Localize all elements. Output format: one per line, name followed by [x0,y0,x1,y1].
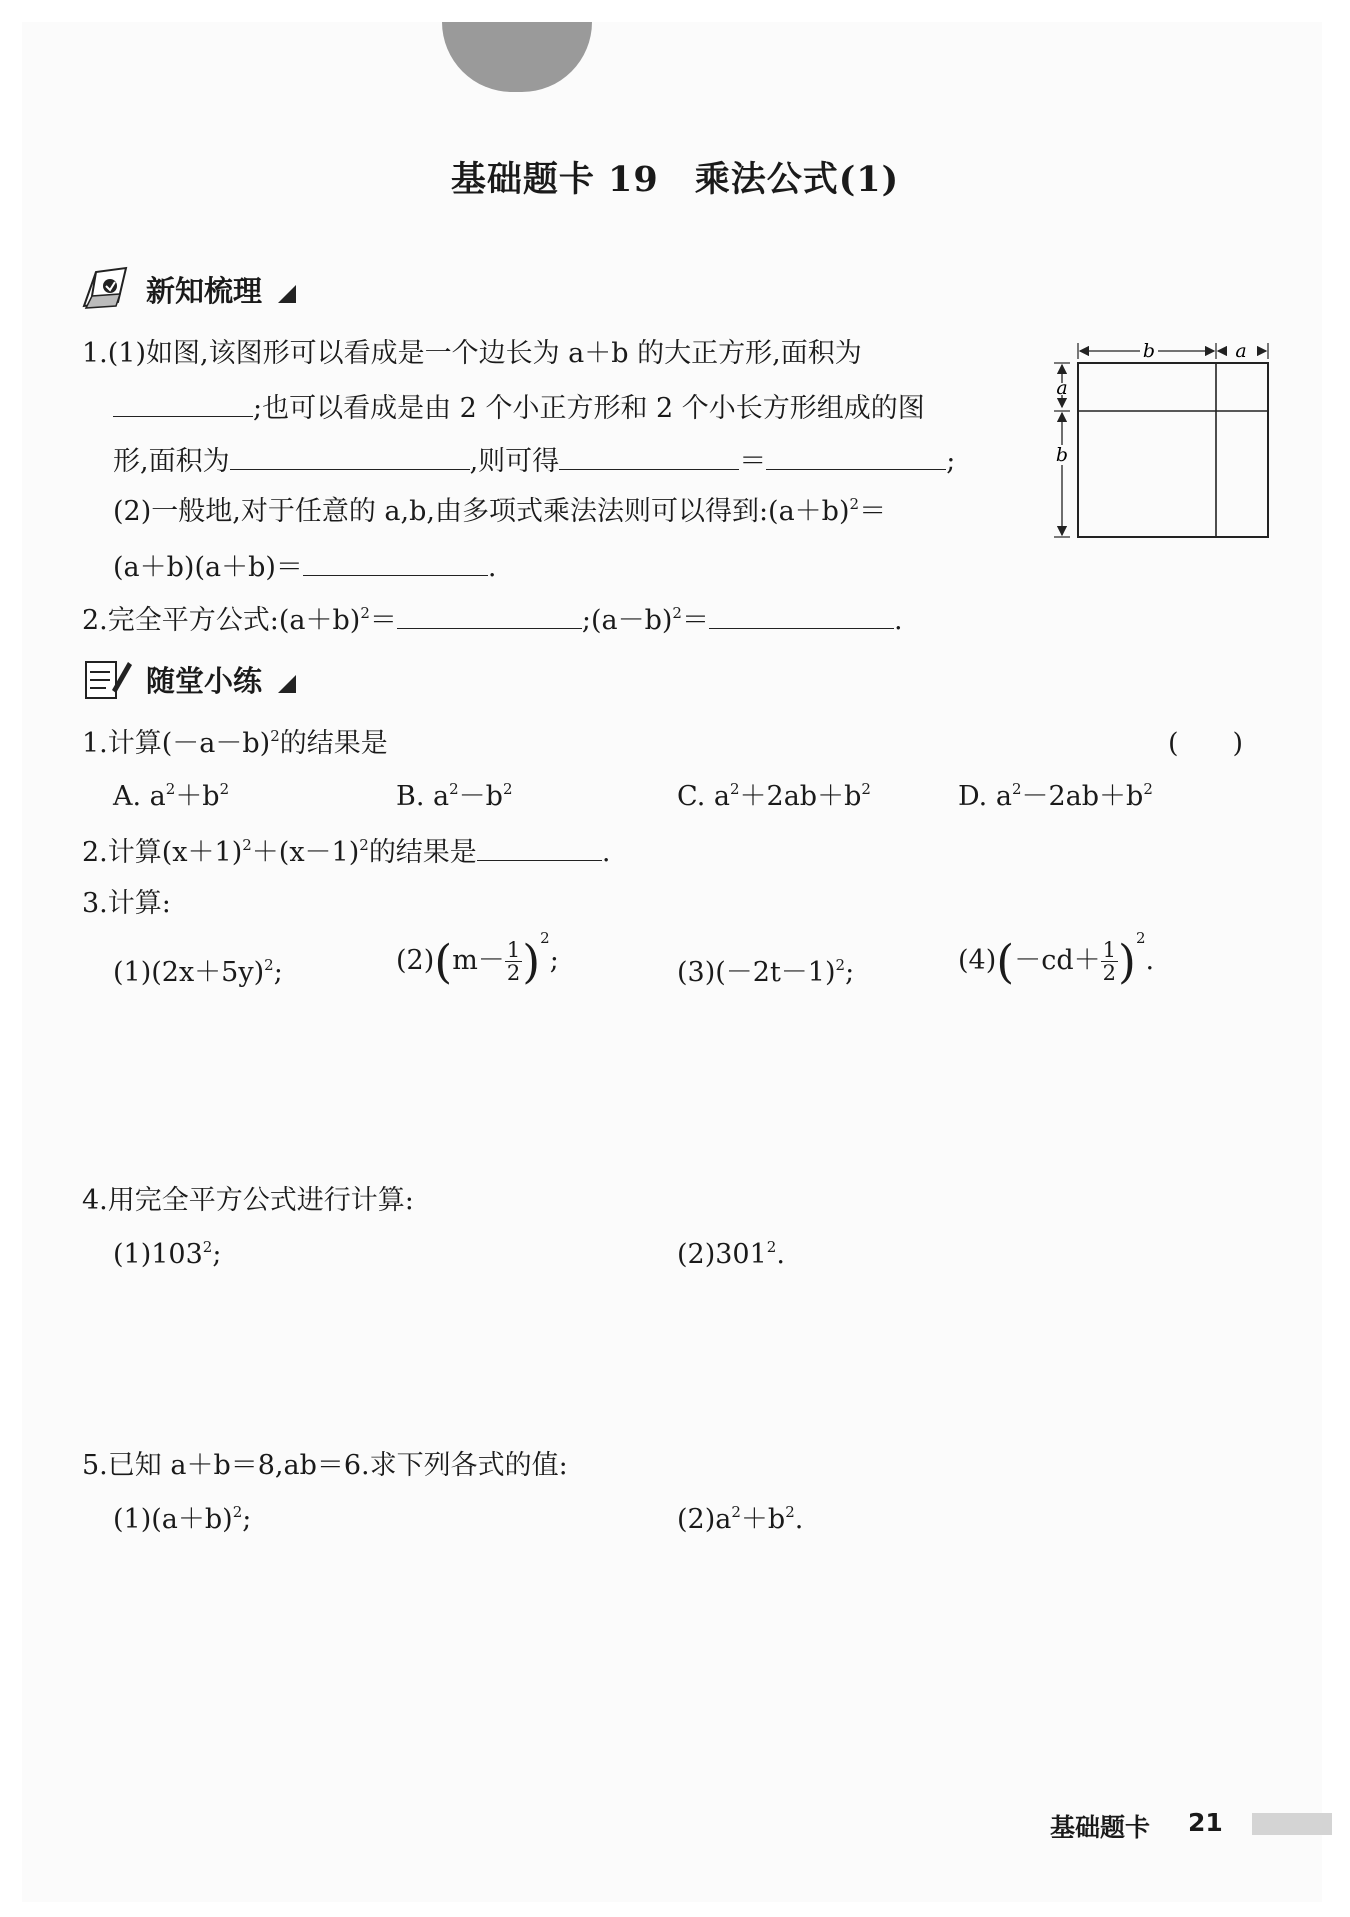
answer-blank[interactable] [303,547,488,576]
answer-blank[interactable] [477,832,602,861]
p5-part-2: $(2)a^2+b^2$. [677,1503,804,1535]
label-a-left: a [1056,377,1068,399]
p3-part-2: (2)(m－ $\frac{1}{2}$ )$^2$; [396,929,559,989]
p3-part-3: $(3)(-2t-1)^2$; [677,956,855,988]
footer-label: 基础题卡 [1050,1813,1151,1842]
label-b-top: b [1142,340,1156,362]
fraction-half: $\frac{1}{2}$ [1102,938,1116,985]
page-number: 21 [1188,1808,1223,1837]
p5-part-1: $(1)(a+b)^2$; [113,1503,252,1535]
book-icon [82,266,134,312]
answer-blank[interactable] [766,441,946,470]
section-title: 随堂小练 [146,663,263,698]
option-a[interactable]: A. $a^2+b^2$ [113,780,230,812]
notebook-pen-icon [82,656,134,702]
q1-line-2: ;也可以看成是由 2 个小正方形和 2 个小长方形组成的图 [113,388,925,427]
top-tab [442,22,592,92]
answer-blank[interactable] [709,600,894,629]
p2-question: 2.计算$(x+1)^2+(x-1)^2$的结果是 . [82,832,610,871]
p4-part-1: $(1)103^2$; [113,1238,222,1270]
section-title: 新知梳理 [146,273,263,308]
label-a-top: a [1235,340,1247,362]
q2-line: 2.完全平方公式$:(a+b)^2=$ $;(a-b)^2=$ . [82,600,903,639]
q1-line-4: (2)一般地,对于任意的 a,b,由多项式乘法法则可以得到$:(a+b)^2=$ [113,495,887,527]
p1-question: 1.计算$(-a-b)^2$的结果是 [82,727,388,759]
p3-part-4: (4)(－cd＋ $\frac{1}{2}$ )$^2$. [958,929,1155,989]
answer-blank[interactable] [397,600,582,629]
answer-blank[interactable] [113,388,253,417]
option-d[interactable]: D. $a^2-2ab+b^2$ [958,780,1153,812]
option-b[interactable]: B. $a^2-b^2$ [396,780,513,812]
p3-question: 3.计算: [82,888,171,919]
p4-question: 4.用完全平方公式进行计算: [82,1185,414,1216]
section-header-practice [82,656,296,702]
label-b-left: b [1055,444,1069,466]
p4-part-2: $(2)301^2$. [677,1238,785,1270]
p3-part-1: $(1)(2x+5y)^2$; [113,956,283,988]
answer-paren[interactable]: ( ) [1168,728,1244,759]
answer-blank[interactable] [230,441,470,470]
triangle-marker [278,285,296,303]
answer-blank[interactable] [559,441,739,470]
section-header-new-knowledge [82,266,296,312]
triangle-marker [278,675,296,693]
p5-question: 5.已知 a＋b＝8,ab＝6.求下列各式的值: [82,1450,568,1481]
square-diagram [1050,335,1270,547]
option-c[interactable]: C. $a^2+2ab+b^2$ [677,780,871,812]
footer-bar [1252,1813,1332,1835]
page-title: 基础题卡 19 乘法公式(1) [450,159,900,200]
q1-line-1: 1.(1)如图,该图形可以看成是一个边长为 a＋b 的大正方形,面积为 [82,338,862,369]
fraction-half: $\frac{1}{2}$ [506,938,521,985]
q1-line-5: (a＋b)(a＋b)＝ . [113,547,497,586]
q1-line-3: 形,面积为 ,则可得 ＝ ; [113,441,955,480]
